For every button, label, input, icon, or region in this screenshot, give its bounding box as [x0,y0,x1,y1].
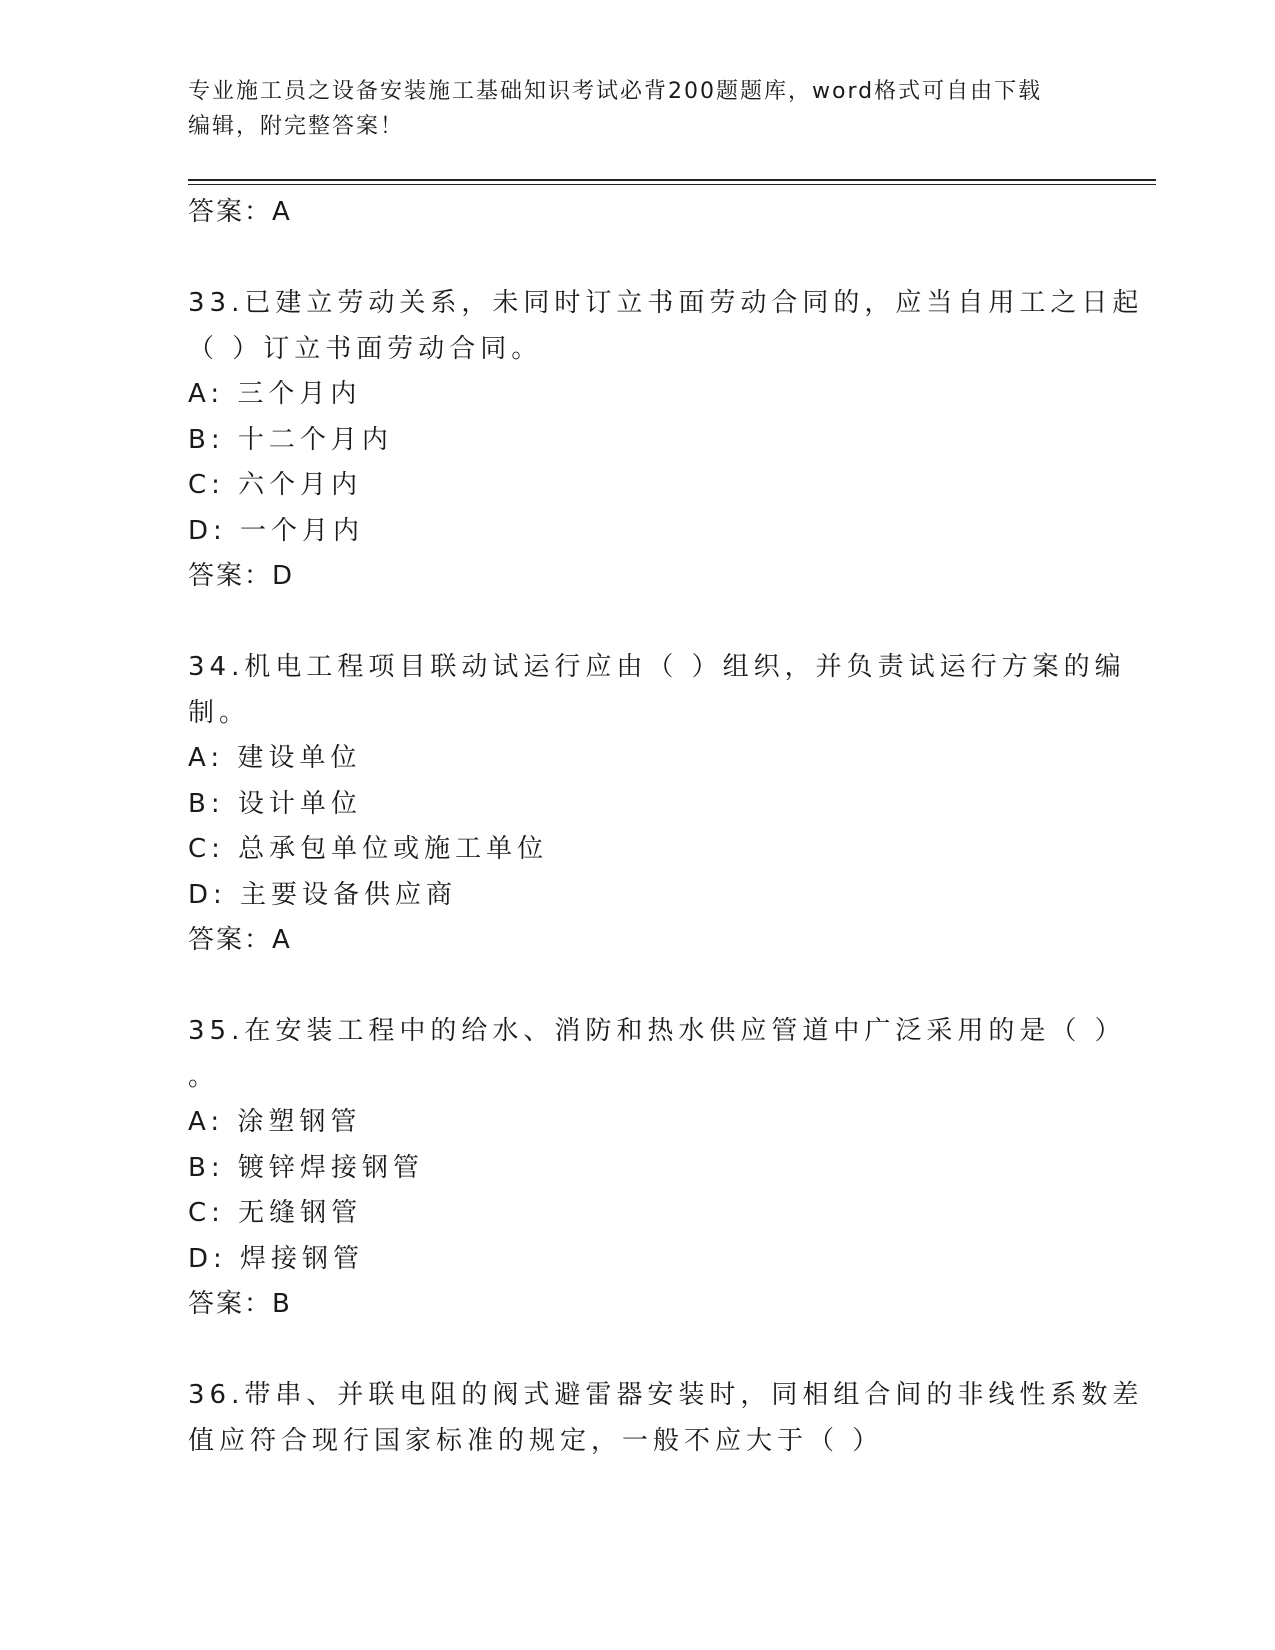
question-stem-line: 33.已建立劳动关系，未同时订立书面劳动合同的，应当自用工之日起 [188,288,1144,318]
header-rule-thin [188,184,1156,185]
question-stem-line: 35.在安装工程中的给水、消防和热水供应管道中广泛采用的是（ ） [188,1016,1126,1046]
question-33 [188,281,1144,600]
option-c: C: 六个月内 [188,470,363,500]
header-line-1: 专业施工员之设备安装施工基础知识考试必背200题题库，word格式可自由下载 [188,79,1043,104]
spacer [188,600,1088,646]
question-stem-line: 。 [188,1061,220,1092]
spacer [188,964,1088,1010]
spacer [188,236,1088,282]
answer: 答案：A [188,925,292,955]
header-rule-thick [188,179,1156,181]
option-d: D: 一个月内 [188,515,365,546]
answer-prev: 答案：A [188,197,292,227]
option-d: D: 主要设备供应商 [188,879,458,910]
answer: 答案：D [188,561,295,591]
question-stem-line: 制。 [188,697,251,728]
question-35 [188,1009,1126,1328]
question-stem-line: 34.机电工程项目联动试运行应由（ ）组织，并负责试运行方案的编 [188,652,1126,682]
question-stem-line: 值应符合现行国家标准的规定，一般不应大于（ ） [188,1425,884,1456]
option-a: A: 三个月内 [188,379,362,409]
option-b: B: 设计单位 [188,788,362,819]
answer: 答案：B [188,1289,292,1319]
option-b: B: 十二个月内 [188,424,393,455]
option-a: A: 涂塑钢管 [188,1107,362,1137]
header-line-2: 编辑，附完整答案！ [188,114,405,139]
option-b: B: 镀锌焊接钢管 [188,1152,424,1183]
spacer [188,1328,1088,1374]
option-a: A: 建设单位 [188,743,362,773]
question-34 [188,645,1126,964]
option-c: C: 无缝钢管 [188,1198,363,1228]
option-c: C: 总承包单位或施工单位 [188,834,549,864]
document-header [188,74,1078,144]
question-stem-line: 36.带串、并联电阻的阀式避雷器安装时，同相组合间的非线性系数差 [188,1380,1144,1410]
option-d: D: 焊接钢管 [188,1243,365,1274]
document-body [188,190,1144,1464]
question-stem-line: （ ）订立书面劳动合同。 [188,333,543,364]
question-36 [188,1373,1144,1464]
